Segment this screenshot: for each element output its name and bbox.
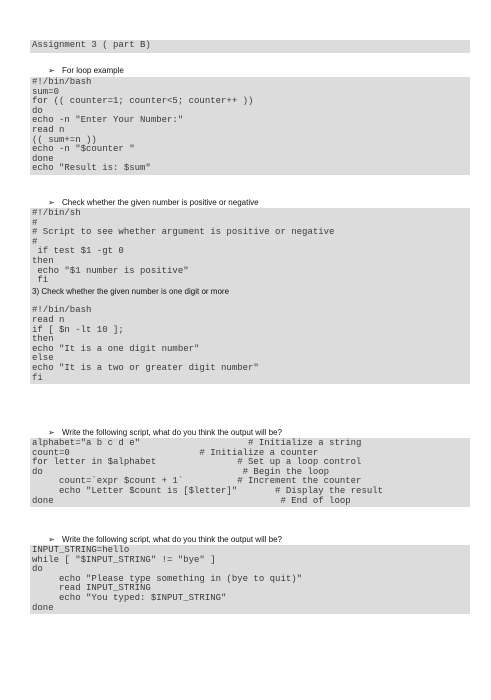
code-line: done: [32, 602, 54, 613]
code-line: then: [32, 255, 54, 266]
code-line: #!/bin/bash: [32, 305, 92, 316]
section-heading-while-script: ➢ Write the following script, what do you think the output will be?: [48, 535, 282, 544]
code-line: #!/bin/bash: [32, 77, 92, 87]
arrow-bullet-icon: ➢: [48, 428, 55, 437]
code-line: (( sum+=n )): [32, 134, 97, 145]
code-line: do: [32, 564, 43, 575]
code-line: for letter in $alphabet # Set up a loop control: [32, 457, 362, 468]
code-line: echo "Result is: $sum": [32, 163, 151, 174]
code-line: read INPUT_STRING: [32, 583, 151, 594]
code-line: while [ "$INPUT_STRING" != "bye" ]: [32, 554, 216, 565]
subheading-one-digit: 3) Check whether the given number is one digit or more: [32, 286, 230, 296]
code-line: done: [32, 153, 54, 164]
code-line: echo "Please type something in (bye to quit)": [32, 573, 303, 584]
code-line: sum=0: [32, 86, 60, 97]
code-block-positive-negative: [30, 208, 470, 384]
code-line: read n: [32, 124, 65, 135]
code-line: do: [32, 105, 43, 116]
code-line: echo "Letter $count is [$letter]" # Display the result: [32, 485, 384, 496]
code-line: # Script to see whether argument is positive or negative: [32, 227, 335, 238]
code-line: INPUT_STRING=hello: [32, 545, 130, 555]
code-line: echo "$1 number is positive": [32, 265, 189, 276]
code-line: if test $1 -gt 0: [32, 246, 124, 257]
arrow-bullet-icon: ➢: [48, 66, 55, 75]
title-block: [30, 40, 470, 53]
arrow-bullet-icon: ➢: [48, 535, 55, 544]
code-line: fi: [32, 275, 49, 286]
code-line: for (( counter=1; counter<5; counter++ )): [32, 96, 254, 107]
code-line: else: [32, 353, 54, 364]
section-heading-alphabet-script: ➢ Write the following script, what do you think the output will be?: [48, 428, 282, 437]
code-line: alphabet="a b c d e" # Initialize a string: [32, 438, 362, 448]
code-line: do # Begin the loop: [32, 466, 330, 477]
code-line: echo "You typed: $INPUT_STRING": [32, 592, 227, 603]
code-line: count=`expr $count + 1` # Increment the counter: [32, 476, 362, 487]
code-line: echo -n "$counter ": [32, 144, 135, 155]
code-line: echo "It is a one digit number": [32, 343, 200, 354]
code-line: echo "It is a two or greater digit number": [32, 362, 259, 373]
code-line: #: [32, 236, 38, 247]
code-line: then: [32, 334, 54, 345]
code-line: done # End of loop: [32, 495, 351, 506]
code-line: count=0 # Initialize a counter: [32, 447, 319, 458]
code-line: #!/bin/sh: [32, 208, 81, 218]
title-text: Assignment 3 ( part B): [32, 40, 151, 50]
section-heading-for-loop: ➢ For loop example: [48, 66, 124, 75]
code-line: if [ $n -lt 10 ];: [32, 324, 124, 335]
code-line: fi: [32, 372, 43, 383]
section-heading-positive-negative: ➢ Check whether the given number is positive or negative: [48, 198, 259, 207]
code-line: #: [32, 217, 38, 228]
code-block-for-loop: [30, 77, 470, 175]
code-line: echo -n "Enter Your Number:": [32, 115, 184, 126]
code-line: read n: [32, 314, 65, 325]
code-block-while: [30, 545, 470, 614]
arrow-bullet-icon: ➢: [48, 198, 55, 207]
code-block-alphabet: [30, 438, 470, 507]
